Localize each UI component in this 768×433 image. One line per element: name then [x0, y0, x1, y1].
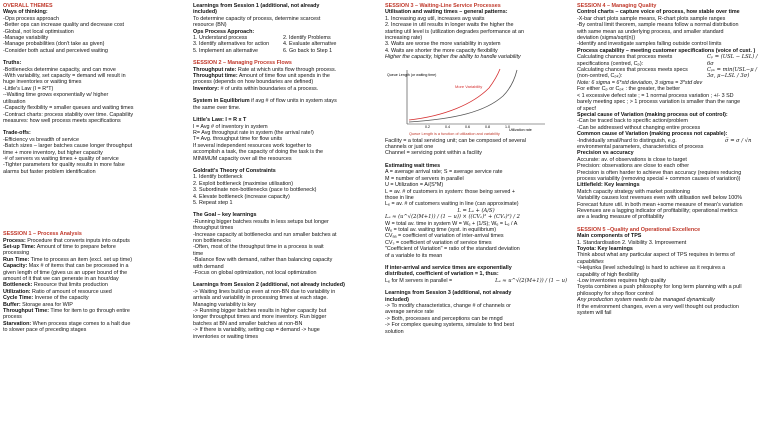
ways-list: [3, 16, 178, 54]
learn1-item: resource (BN): [193, 22, 227, 29]
truths-item: -With variability, set capacity = demand will result in: [3, 73, 126, 80]
estimating-item: A = average arrival rate; S = average service rate: [385, 169, 503, 176]
session1-item-text: Amount of time to prepare before: [35, 243, 116, 250]
goldratt-title: Goldratt's Theory of Constraints: [193, 167, 276, 174]
truths-item: measures: how well process meets specifications: [3, 117, 121, 124]
chart-caption: Queue Length is a function of utilization and variability: [409, 131, 500, 136]
cv-item: "Coefficient of Variation" = ratio of the standard deviation: [385, 246, 520, 253]
truths-item: -Little's Law (I = R*T): [3, 85, 54, 92]
estimating-title: Estimating wait times: [385, 162, 441, 169]
goldratt-item: 5. Repeat step 1: [193, 199, 233, 206]
capability-item: Calculating chances that process meets specs: [577, 67, 688, 74]
overall-themes-title: OVERALL THEMES: [3, 3, 53, 9]
common-cause-item: -Individually small/hard to distinguish, e.g.: [577, 137, 677, 144]
session2-item-term: Throughput time:: [193, 73, 238, 80]
session3-item: starting util level is (utilization degrades performance at an: [385, 28, 525, 35]
common-cause-title: Common cause of Variation (making process not capable):: [577, 131, 728, 138]
goldratt-item: 3. Subordinate non-bottlenecks (pace to bottleneck): [193, 187, 317, 194]
session1-item-text: Procedure that converts inputs into outputs: [25, 237, 130, 244]
goal-item: time: [193, 250, 204, 257]
session2-list: [193, 67, 373, 93]
goal-title: The Goal – key learnings: [193, 212, 257, 219]
tradeoffs-item: -Batch sizes – larger batches cause longer throughput: [3, 143, 133, 150]
learn-s3-title-2: included): [385, 296, 409, 303]
capability-note: For either Cₚ or Cₚₖ : the greater, the better: [577, 86, 681, 93]
estimating-item: Lₑ = av. # of customers waiting in line (can approximate): [385, 201, 519, 208]
formula-cp: Cₚ = (USL − LSL) / 6σ: [707, 54, 758, 67]
column-3: [385, 3, 567, 431]
ways-item: -Manage variability: [3, 35, 49, 42]
precision-item: Precision: observations are close to each other: [577, 163, 690, 170]
system-eq-item-text: if avg # of flow units in system stays: [249, 98, 337, 105]
cv-item: CVₐₐ = coefficient of variation of inter-arrival times: [385, 233, 504, 240]
session2-title: SESSION 2 – Managing Process Flows: [193, 60, 292, 67]
toyota-list: [577, 252, 765, 316]
littlefield-item: Variability causes lost revenues even with utilisation well below 100%: [577, 195, 742, 202]
tradeoffs-title: Trade-offs:: [3, 130, 31, 137]
learn-s3-item: average service rate: [385, 309, 434, 316]
x-tick-label: 0.6: [465, 124, 470, 129]
session3-item: increasing rate): [385, 35, 423, 42]
session1-item-text: Time to process an item (excl. set up time): [29, 256, 133, 263]
session3-title: SESSION 3 – Waiting-Line Service Processes: [385, 3, 501, 9]
process-capability-notes: [577, 86, 765, 112]
toyota-item: Any production system needs to be managed dynamically: [577, 297, 715, 304]
learn1-title-2: included): [193, 9, 217, 16]
x-tick-label: 0.8: [485, 124, 490, 129]
special-cause-list: [577, 118, 765, 131]
tradeoffs-item: -# of servers vs waiting times + quality of service: [3, 155, 119, 162]
tradeoffs-item: time + more inventory, but higher capacity: [3, 149, 103, 156]
session5-title: SESSION 5 –Quality and Operational Excellence: [577, 226, 701, 233]
queue-chart-svg: [385, 64, 550, 136]
little-item: MINIMUM capacity over all the resources: [193, 155, 292, 162]
formula-lq2: Lₑ ≈ u^√(2(M+1)) / (1 − u): [495, 277, 567, 284]
littlefield-item: are a leading measure of profitability: [577, 214, 664, 221]
estimating-item: those in line: [385, 194, 414, 201]
facility-item: Facility = a total servicing unit; can be composed of several: [385, 137, 526, 144]
ops-step: 6. Go back to Step 1: [283, 47, 333, 54]
column-1: [3, 3, 178, 431]
precision-item: Accurate: av. of observations is close to target: [577, 156, 687, 163]
estimating-item: U = Utilization = A/(S*M): [385, 182, 444, 189]
learn2-item: -> If there is variability, setting cap = demand -> huge: [193, 327, 320, 334]
goldratt-item: 1. Identify bottleneck: [193, 174, 243, 181]
truths-item: -Contract charts: process stability over time. Capability: [3, 111, 134, 118]
capability-item: Calculating chances that process meets: [577, 54, 673, 61]
session4-title: SESSION 4 – Managing Quality: [577, 3, 657, 9]
little-title: Little's Law: I = R x T: [193, 117, 247, 124]
goal-item: -Often, most of the throughput time in a process is wait: [193, 244, 324, 251]
common-cause-item: environmental parameters, characteristics of process: [577, 143, 704, 150]
x-tick-label: 0.2: [425, 124, 430, 129]
ops-step: 5. Implement an alternative: [193, 47, 259, 54]
precision-list: [577, 157, 765, 183]
session1-item-text: processing: [3, 250, 30, 257]
column-2: [193, 3, 373, 431]
formula-l: L = Lₑ + (A/S): [457, 207, 495, 214]
precision-title: Precision vs accuracy: [577, 150, 634, 157]
tradeoffs-item: alarms but faster problem identification: [3, 168, 96, 175]
x-tick-labels: [425, 125, 510, 129]
session1-item-term: Starvation:: [3, 320, 32, 327]
session1-item-term: Buffer:: [3, 301, 21, 308]
control-chart-item: -X-bar chart plots sample means, R-chart plots sample ranges: [577, 15, 726, 22]
formula-cpk: Cₚₖ = min(USL−μ / 3σ, μ−LSL / 3σ): [707, 67, 758, 80]
session2-item-text: Amount of time flow unit spends in the: [237, 73, 330, 80]
system-equilibrium: [193, 98, 373, 111]
learn2-item: arrivals and variability in processing times at each stage.: [193, 295, 328, 302]
control-chart-item: -By central limit theorem, sample means follow a normal distribution: [577, 22, 739, 29]
process-capability-title: Process capability – meeting customer specifications (voice of cust. ): [577, 47, 756, 54]
facility-item: Channel = servicing point within a facility: [385, 150, 482, 157]
estimating-item: M = number of servers in parallel: [385, 175, 464, 182]
goldratt-item: 4. Elevate bottleneck (increase capacity): [193, 193, 290, 200]
session1-item-term: Set-up Time:: [3, 243, 36, 250]
ops-step: 1. Understand process: [193, 35, 248, 42]
session1-item-term: Run Time:: [3, 256, 30, 263]
chart-xlabel: Utilization rate: [509, 127, 532, 132]
ways-item: -Better ops can increase quality and decrease cost: [3, 22, 125, 29]
learn2-item: batches at BN and smaller batches at non-BN: [193, 320, 303, 327]
session1-item-term: Throughput Time:: [3, 308, 50, 315]
tradeoffs-list: [3, 137, 178, 175]
ops-title: Ops Process Approach:: [193, 28, 255, 35]
ways-item: -Consider both actual and perceived waiting: [3, 47, 108, 54]
goal-item: -Balance flow with demand, rather than balancing capacity: [193, 257, 333, 264]
learn2-item: Managing variability is key: [193, 301, 256, 308]
learn-s3-item: -> To modify characteristics, change # of channels or: [385, 303, 511, 309]
littlefield-item: Forecast future util. in both mean +some measure of mean's variation: [577, 201, 743, 208]
learn1-item: To determine capacity of process, determine scarcest: [193, 15, 321, 22]
facility-list: [385, 138, 567, 157]
goal-item: throughput times: [193, 225, 234, 232]
little-list: [193, 124, 373, 162]
truths-item: -Capacity flexibility = smaller queues and waiting times: [3, 105, 134, 112]
ways-item: -Manage probabilities (don't take as given): [3, 41, 105, 48]
littlefield-item: Match capacity strategy with market positioning: [577, 188, 690, 195]
session1-item-term: Bottleneck:: [3, 282, 33, 289]
little-item: I = Avg # of inventory in system: [193, 123, 268, 130]
goal-list: [193, 219, 373, 277]
formula-w: W = total av. time in system W = Wₑ + (1/S); Wₑ = Lₑ / A: [385, 220, 518, 227]
estimating-list: [385, 169, 567, 207]
truths-item: -Bottlenecks determine capacity, and can move: [3, 66, 116, 73]
toyota-item: If the environment changes, even a very well thought out production: [577, 303, 739, 310]
x-tick-label: 0.4: [445, 124, 450, 129]
queue-chart: [385, 64, 550, 136]
goal-item: non bottlenecks: [193, 238, 231, 244]
estimating-item: L = av. # of customers in system: those being served +: [385, 188, 516, 195]
session1-item: [3, 327, 178, 333]
toyota-item: system will fail: [577, 310, 612, 317]
little-item: R= Avg throughput rate in system (the arrival rate!): [193, 129, 314, 136]
capability-note: < 1 excessive defect rate ; = 1 normal process variation ; +/- 3 SD: [577, 92, 734, 99]
control-charts-title: Control charts – capture voice of process, how stable over time: [577, 9, 740, 16]
truths-list: [3, 67, 178, 125]
tps-components: 1. Standardisation 2. Visibility 3. Improvement: [577, 239, 687, 246]
capability-item: specifications (centred, Cₚ):: [577, 60, 644, 67]
learn-s3-item: -> Both, processes and perceptions can be mngd: [385, 315, 503, 322]
special-cause-title: Special cause of Variation (making process out of control):: [577, 111, 728, 118]
toyota-item: Toyota combines a push philosophy for long term planning with a pull: [577, 284, 742, 291]
control-chart-item: with same mean as underlying process, and smaller standard: [577, 28, 724, 35]
system-eq-item-text: the same over time.: [193, 104, 241, 111]
session3-item: 2. Increase in util results in longer waits the higher the: [385, 22, 514, 29]
wq-line: Wₑ = total av. waiting time (syst. in equilibrium): [385, 226, 497, 233]
session2-item-term: Throughput rate:: [193, 66, 237, 73]
x-tick-label: 1.0: [505, 124, 510, 129]
session2-item-text: process (depends on how boundaries are defined): [193, 79, 314, 86]
special-cause-item: -Can be addressed without changing entire process: [577, 124, 701, 131]
truths-item: --Waiting time grows exponentially w/ higher: [3, 92, 109, 99]
session3-item: Higher the capacity, higher the ability to handle variability: [385, 54, 521, 61]
session1-item-term: Cycle Time:: [3, 295, 34, 302]
session1-item-text: Max # of items that can be processed in a: [27, 263, 129, 270]
ways-item: -Global, not local optimisation: [3, 28, 74, 35]
goal-item: -Focus on global optimization, not local optimization: [193, 270, 317, 277]
learn2-item: -> Running bigger batches results in higher capacity but: [193, 308, 327, 315]
session1-item-term: Capacity:: [3, 263, 28, 270]
control-chart-item: deviation (sigma/sqrt(n)): [577, 35, 636, 42]
precision-item: Precision is often harder to achieve than accuracy (requires reducing: [577, 169, 742, 176]
toyota-item: -Low inventories requires high quality: [577, 278, 666, 285]
session1-item-term: Process:: [3, 237, 26, 244]
session1-item-text: process: [3, 314, 22, 321]
tradeoffs-item: -Efficiency vs breadth of service: [3, 136, 80, 143]
session1-item-text: to slower pace of preceding stages: [3, 327, 87, 334]
truths-title: Truths:: [3, 60, 22, 67]
goldratt-item: 2. Exploit bottleneck (maximise utilisation): [193, 180, 294, 187]
system-eq-item-term: System in Equilibrium: [193, 98, 250, 105]
capability-note: of specf: [577, 105, 596, 112]
session2-item-text: # of units within boundaries of a process.: [219, 85, 319, 92]
learn-s3-item: -> For complex queuing systems, simulate to find best: [385, 322, 514, 329]
control-chart-item: -Identify and investigate samples falling outside control limits: [577, 41, 722, 48]
learn1-title: Learnings from Session 1 (additional, not already: [193, 3, 320, 9]
low-variability-curve: [409, 70, 517, 122]
session1-title: SESSION 1 – Process Analysis: [3, 231, 82, 238]
little-item: T= Avg. throughput time for flow units: [193, 136, 283, 143]
toyota-item: capability of high flexibility: [577, 271, 640, 278]
learn2-item: longer throughput times and more inventory. Run bigger: [193, 314, 327, 321]
session2-item-term: Inventory:: [193, 85, 220, 92]
tps-title: Main components of TPS: [577, 233, 642, 240]
learn2-item: inventories or waiting times: [193, 333, 259, 340]
column-4: [577, 3, 765, 431]
littlefield-title: Littlefield: Key learnings: [577, 182, 640, 189]
ops-steps: [193, 35, 373, 54]
learn3-title: Learnings from Session 2 (additional, not already included): [193, 282, 345, 289]
ways-item: -Ops process approach: [3, 15, 60, 22]
learn1-list: [193, 16, 373, 29]
common-cause-list: [577, 138, 725, 151]
littlefield-list: [577, 189, 765, 221]
session3-item: 4. Waits are shorter the more capacity flexibility: [385, 47, 498, 54]
inter-line: Lₑ for M servers in parallel =: [385, 277, 453, 284]
inter-title-2: distributed, coefficient of variation = 1, thus:: [385, 271, 499, 278]
little-item: accomplish a task, the capacity of doing the task is the: [193, 149, 324, 156]
session3-subtitle: Utilisation and waiting times – general patterns:: [385, 9, 508, 16]
capability-item: Note: 6 sigma = 6*std deviation, 3 sigma = 3*std dev: [577, 79, 703, 86]
chart-series-label: More Variability: [455, 83, 483, 89]
goal-item: -Increase capacity at bottlenecks and run smaller batches at: [193, 231, 337, 238]
process-capability-list: [577, 54, 707, 86]
ops-step: 2. Identify Problems: [283, 35, 331, 42]
goldratt-list: [193, 174, 373, 206]
ops-step: 4. Evaluate alternative: [283, 41, 337, 48]
chart-ylabel: Queue Length (or waiting time): [387, 72, 437, 77]
session1-list: [3, 238, 178, 334]
session1-item-text: Time for item to go through entire: [49, 308, 130, 315]
littlefield-item: Revenues are a lagging indicator of profitability; operational metrics: [577, 208, 738, 214]
special-cause-item: -Can be traced back to specific action/problem: [577, 118, 688, 125]
learn-s3-title: Learnings from Session 3 (additional, not already: [385, 290, 512, 297]
truths-item: utilisation: [3, 98, 26, 105]
control-charts-list: [577, 16, 765, 48]
inter-title: If inter-arrival and service times are exponentially: [385, 264, 512, 271]
capability-item: (non-centred, Cₚₖ):: [577, 73, 623, 80]
facility-item: channels or just one: [385, 144, 434, 151]
toyota-item: capabilities: [577, 258, 604, 265]
session1-item-text: When process stage comes to a halt due: [31, 320, 131, 327]
cv-item: of a variable to its mean: [385, 252, 443, 259]
truths-item: huge inventories or waiting times: [3, 79, 82, 86]
goal-item: -Running bigger batches results in less setups but longer: [193, 218, 329, 225]
learn-s3-list: [385, 303, 567, 335]
session3-item: 1. Increasing avg util, increases avg waits: [385, 15, 485, 22]
toyota-title: Toyota: Key learnings: [577, 246, 633, 253]
learn2-item: -> Waiting lines build up even at non-BN due to variability in: [193, 288, 336, 295]
capability-note: barely meeting spec ; > 1 process variation is smaller than the range: [577, 99, 741, 106]
session1-item-text: amount of it that we can generate in an hour/day: [3, 276, 119, 282]
toyota-item: Think about what any particular aspect of TPS requires in terms of: [577, 252, 735, 259]
session1-item-text: Ratio of amount of resource used: [30, 288, 112, 295]
toyota-item: ~Heijunka (level scheduling) is hard to achieve as it requires a: [577, 265, 726, 272]
learn-s3-item: solution: [385, 328, 404, 335]
cv-item: CVₛ = coefficient of variation of service times: [385, 239, 492, 246]
ops-step: 3. Identify alternatives for action: [193, 41, 270, 48]
formula-lq: Lₑ ≈ (u^√(2(M+1)) / (1 − u)) × ((CVₐ)² + (CVₛ)²) / 2: [385, 214, 520, 221]
precision-item: process variability (removing special + common causes of variation)): [577, 175, 741, 182]
learn3-list: [193, 289, 373, 340]
tradeoffs-item: -Tighter parameters for quality results in more false: [3, 162, 125, 169]
toyota-item: philosophy for shop floor control: [577, 290, 654, 297]
session1-item-term: Utilization:: [3, 288, 31, 295]
session1-item-text: given length of time (gives us an upper bound of the: [3, 269, 128, 276]
session1-item-text: Storage area for WIP: [20, 301, 73, 308]
little-item: If several independent resources work together to: [193, 142, 312, 149]
session1-item-text: Inverse of the capacity: [33, 295, 89, 302]
session1-item-text: Resource that limits production: [32, 282, 108, 289]
goal-item: with demand: [193, 263, 224, 270]
session3-list: [385, 16, 567, 61]
cv-list: [385, 233, 567, 259]
session3-item: 3. Waits are worse the more variability in system: [385, 41, 501, 48]
session2-item-text: Rate at which units flow through process.: [236, 66, 337, 73]
formula-sigma-x: σ̅ = σ / √n: [725, 137, 752, 144]
ways-title: Ways of thinking:: [3, 9, 48, 16]
